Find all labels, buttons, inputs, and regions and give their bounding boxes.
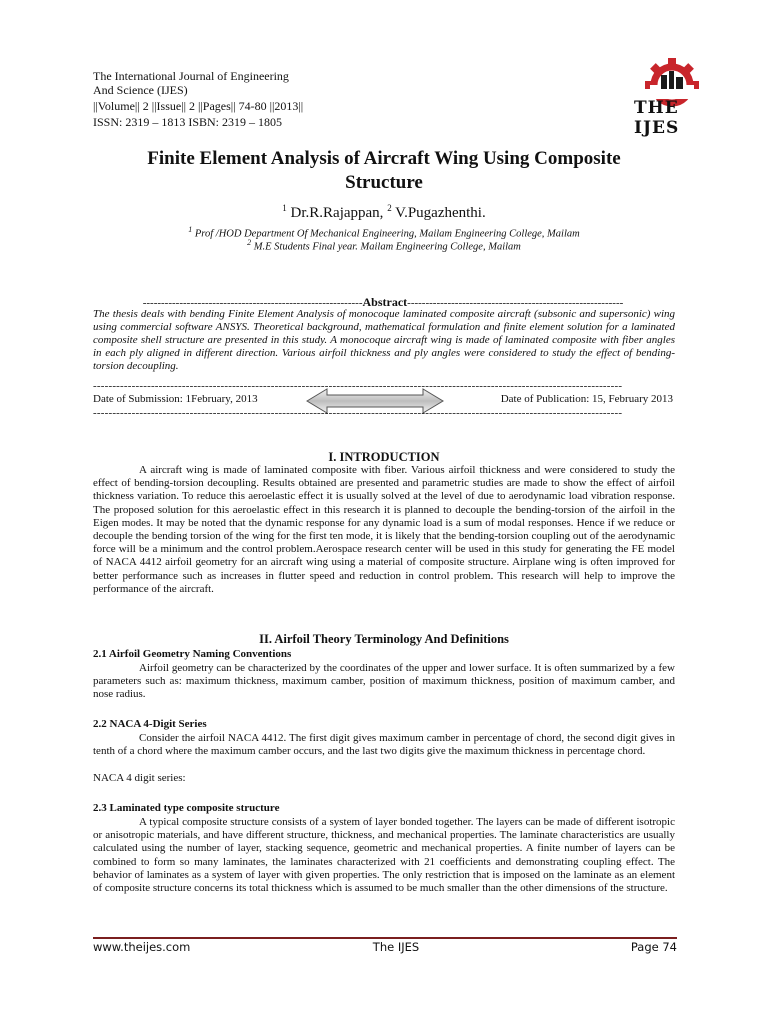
subsection-2-3-body: A typical composite structure consists of a system of layer bonded together. The layers can be made of different isotropic or anisotropic materials, and have different structure, thickness, and mechanical properties. The laminate characteristics are usually calculated using the number of layer, stacking sequence, geometric and mechanical properties. A finite number of layers can be combined to form so many laminates, the laminates characterized with 21 coefficients and demonstrating coupling effect. The behavior of laminates as a system of layer with given properties. The only restriction that is imposed on the laminate as an element of composite structure concerns its total thickness which is assumed to be much smaller than the other dimensions of the structure. xyxy=(93,816,675,895)
journal-name-line1: The International Journal of Engineering xyxy=(93,69,289,83)
divider-top: ----------------------------------------------------------------------------------------------------------------------------------------- xyxy=(93,380,623,392)
section-1-body: A aircraft wing is made of laminated composite with fiber. Various airfoil thickness and were considered to study the effect of bending-torsion decoupling. Results obtained are presented and parametric studies are made to show the effect of airfoil thickness variation. To reduce this aeroelastic effect it is usually solved at the level of due to aerodynamic load vibration response. The proposed solution for this aeroelastic effect in this research it is planned to decouple the bending-torsion of the airfoil in the Eigen modes. It may be noted that the dynamic response for any dynamic load is a sum of modal responses. Hence if we reduce or decouple the bending torsion of the wing for the first ten mode, it is likely that the bending-torsion coupling out of the aerodynamic force will be a minimum and the control problem.Aerospace research center will be used in this study for generating the FE model of NACA 4412 airfoil geometry for an aircraft wing using a material of composite structure. Airplane wing is often improved for better performance such as increases in flutter speed and reduction in control problem. This research will help to improve the performance of the aircraft. xyxy=(93,464,675,595)
publication-date: Date of Publication: 15, February 2013 xyxy=(500,393,673,405)
logo-text: THE IJES xyxy=(634,98,680,138)
submission-date: Date of Submission: 1February, 2013 xyxy=(93,393,258,405)
subsection-2-1-heading: 2.1 Airfoil Geometry Naming Conventions xyxy=(93,648,292,660)
abstract-label: Abstract xyxy=(362,295,408,309)
naca-series-label: NACA 4 digit series: xyxy=(93,772,186,784)
author2-sup: 2 xyxy=(387,203,392,213)
affiliation-2 xyxy=(60,238,708,253)
aff1-text: Prof /HOD Department Of Mechanical Engineering, Mailam Engineering College, Mailam xyxy=(192,228,580,240)
subsection-2-2-heading: 2.2 NACA 4-Digit Series xyxy=(93,718,207,730)
section-1-text xyxy=(93,464,675,596)
title-line1: Finite Element Analysis of Aircraft Wing Using Composite xyxy=(147,148,621,169)
subsection-2-1-text xyxy=(93,662,675,702)
aff1-sup: 1 xyxy=(188,225,193,234)
subsection-2-3-text xyxy=(93,816,675,895)
subsection-2-1-body: Airfoil geometry can be characterized by the coordinates of the upper and lower surface. It is often summarized by a few parameters such as: maximum thickness, maximum camber, position of maximum thickness, position of maximum camber, and nose radius. xyxy=(93,662,675,701)
abstract-text: The thesis deals with bending Finite Element Analysis of monocoque laminated composite aircraft (subsonic and supersonic) wing using commercial software ANSYS. Theoretical background, mathematical formulation and finite element solution for a laminated composite shell structure are presented in this study. A monocoque aircraft wing is made of laminated composite with fiber angles in each ply aligned in different direction. Various airfoil thickness and ply angles were considered to study the effect of bending-torsion decoupling. xyxy=(93,308,675,372)
footer-journal: The IJES xyxy=(372,940,420,954)
author1: Dr.R.Rajappan, xyxy=(286,205,388,221)
aff2-sup: 2 xyxy=(247,238,252,247)
abstract-dashes-right: ----------------------------------------------------------- xyxy=(407,297,624,309)
subsection-2-2-text xyxy=(93,732,675,758)
footer-website: www.theijes.com xyxy=(93,940,191,954)
divider-bottom: ----------------------------------------------------------------------------------------------------------------------------------------- xyxy=(93,407,623,419)
journal-issn-line: ISSN: 2319 – 1813 ISBN: 2319 – 1805 xyxy=(93,115,283,129)
title-line2: Structure xyxy=(345,172,423,193)
ijes-logo xyxy=(630,58,730,138)
journal-volume-line: ||Volume|| 2 ||Issue|| 2 ||Pages|| 74-80 ||2013|| xyxy=(93,99,304,113)
author2: V.Pugazhenthi. xyxy=(391,205,486,221)
subsection-2-3-heading: 2.3 Laminated type composite structure xyxy=(93,802,280,814)
footer-rule xyxy=(93,937,677,939)
section-2-heading: II. Airfoil Theory Terminology And Definitions xyxy=(259,632,509,646)
author1-sup: 1 xyxy=(282,203,287,213)
aff2-text: M.E Students Final year. Mailam Engineering College, Mailam xyxy=(251,241,521,253)
subsection-2-2-body: Consider the airfoil NACA 4412. The first digit gives maximum camber in percentage of chord, the second digit gives in tenth of a chord where the maximum camber occurs, and the last two digits give the maximum thickness in percentage chord. xyxy=(93,732,675,758)
author-list xyxy=(60,203,708,222)
abstract-dashes-left: ------------------------------------------------------------ xyxy=(142,297,363,309)
footer-page-number: Page 74 xyxy=(630,940,677,954)
journal-name-line2: And Science (IJES) xyxy=(93,83,188,97)
section-1-heading: I. INTRODUCTION xyxy=(328,450,440,464)
paper-title xyxy=(60,147,708,195)
